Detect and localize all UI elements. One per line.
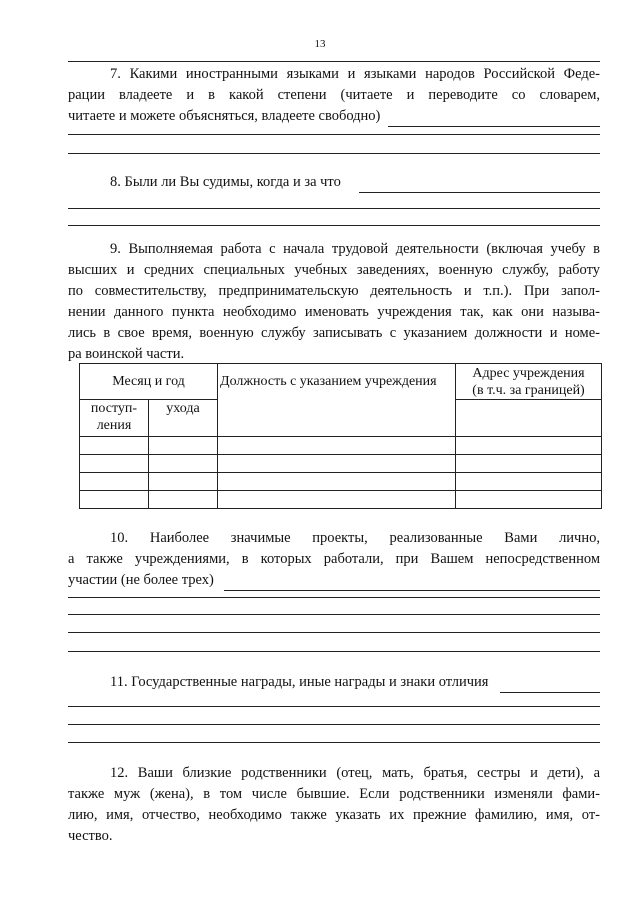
- q7-line2: рации владеете и в какой степени (читаете и переводите со словарем,: [68, 87, 600, 103]
- q11-answer-line[interactable]: [500, 677, 600, 693]
- table-cell[interactable]: [80, 491, 149, 509]
- q7-answer-line-2[interactable]: [68, 134, 600, 135]
- table-cell[interactable]: [456, 473, 602, 491]
- table-cell[interactable]: [218, 473, 456, 491]
- q11-answer-line-2[interactable]: [68, 706, 600, 707]
- table-cell[interactable]: [456, 491, 602, 509]
- q9-line1: 9. Выполняемая работа с начала трудовой деятельности (включая учебу в: [110, 241, 600, 257]
- q9-line3: по совместительству, предпринимательскую деятельность и т.п.). При запол-: [68, 283, 600, 299]
- q10-answer-line[interactable]: [224, 575, 600, 591]
- question-7: [68, 64, 600, 127]
- question-11: [68, 672, 600, 693]
- q8-text: 8. Были ли Вы судимы, когда и за что: [110, 174, 341, 190]
- header-start-line1: поступ-: [90, 401, 138, 416]
- header-address-line2: (в т.ч. за границей): [472, 382, 585, 398]
- table-cell[interactable]: [218, 455, 456, 473]
- table-cell[interactable]: [149, 491, 218, 509]
- q7-answer-line[interactable]: [388, 111, 600, 127]
- header-rule: [68, 61, 600, 62]
- table-row: [80, 473, 602, 491]
- table-row: [80, 491, 602, 509]
- q10-answer-line-3[interactable]: [68, 614, 600, 615]
- header-position: Должность с указанием учреждения: [218, 364, 456, 437]
- question-10: [68, 528, 600, 591]
- q11-text: 11. Государственные награды, иные награды и знаки отличия: [110, 674, 489, 690]
- q9-line5: лись в свое время, военную службу записывать с указанием должности и номе-: [68, 325, 600, 341]
- table-row: [80, 437, 602, 455]
- q12-line2: также муж (жена), в том числе бывшие. Если родственники изменяли фами-: [68, 786, 600, 802]
- header-start: [80, 400, 149, 437]
- work-history-table: [79, 363, 602, 509]
- table-cell[interactable]: [80, 437, 149, 455]
- q10-answer-line-5[interactable]: [68, 651, 600, 652]
- q10-line2: а также учреждениями, в которых работали, при Вашем непосредственном: [68, 551, 600, 567]
- table-cell[interactable]: [149, 473, 218, 491]
- table-cell[interactable]: [456, 455, 602, 473]
- table-cell[interactable]: [149, 437, 218, 455]
- q8-answer-line[interactable]: [359, 177, 600, 193]
- table-row: [80, 455, 602, 473]
- table-cell[interactable]: [218, 491, 456, 509]
- table-cell[interactable]: [218, 437, 456, 455]
- q9-line4: нении данного пункта необходимо именовать учреждения так, как они называ-: [68, 304, 600, 320]
- table-cell[interactable]: [456, 437, 602, 455]
- table-cell[interactable]: [80, 473, 149, 491]
- header-end: ухода: [149, 400, 218, 437]
- q9-line6: ра воинской части.: [68, 346, 185, 362]
- q12-line3: лию, имя, отчество, необходимо также указать их прежние фамилию, имя, от-: [68, 807, 600, 823]
- q12-line4: чество.: [68, 828, 113, 844]
- header-address-line1: Адрес учреждения: [472, 365, 585, 381]
- table-cell[interactable]: [80, 455, 149, 473]
- q8-answer-line-3[interactable]: [68, 225, 600, 226]
- header-start-line2: ления: [96, 418, 132, 433]
- q10-line3: участии (не более трех): [68, 572, 214, 588]
- question-8: [68, 172, 600, 193]
- q10-answer-line-2[interactable]: [68, 597, 600, 598]
- table-cell[interactable]: [456, 400, 602, 437]
- q9-line2: высших и средних специальных учебных заведениях, военную службу, работу: [68, 262, 600, 278]
- q7-line3: читаете и можете объясняться, владеете свободно): [68, 108, 381, 124]
- q11-answer-line-4[interactable]: [68, 742, 600, 743]
- q10-answer-line-4[interactable]: [68, 632, 600, 633]
- header-address: [456, 364, 602, 400]
- q10-line1: 10. Наиболее значимые проекты, реализованные Вами лично,: [110, 530, 600, 546]
- q12-line1: 12. Ваши близкие родственники (отец, мать, братья, сестры и дети), а: [110, 765, 600, 781]
- q11-answer-line-3[interactable]: [68, 724, 600, 725]
- question-12: [68, 763, 600, 847]
- q7-line1: 7. Какими иностранными языками и языками народов Российской Феде-: [110, 66, 600, 82]
- table-cell[interactable]: [149, 455, 218, 473]
- page-number: 13: [314, 38, 326, 50]
- q7-answer-line-3[interactable]: [68, 153, 600, 154]
- q8-answer-line-2[interactable]: [68, 208, 600, 209]
- header-month-year: Месяц и год: [80, 364, 218, 400]
- question-9: [68, 239, 600, 365]
